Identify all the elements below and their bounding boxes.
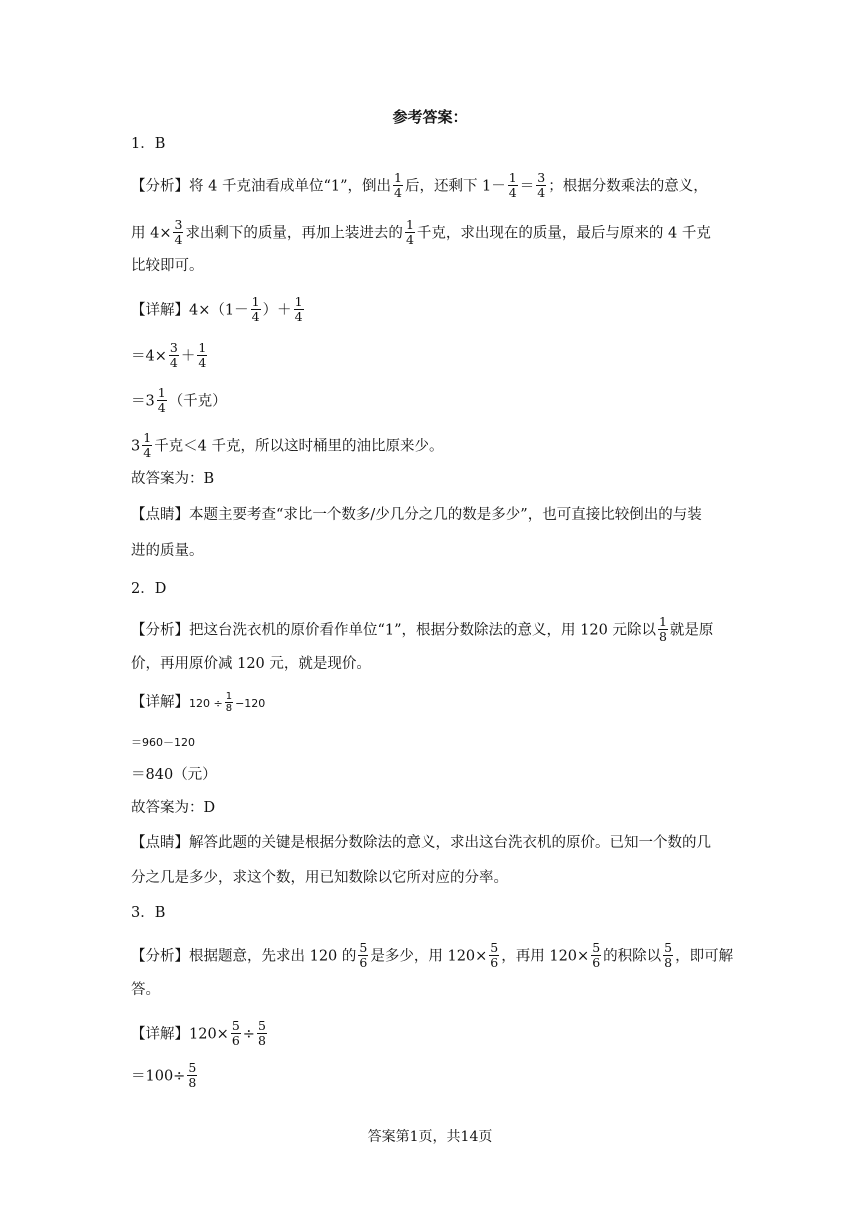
q1-analysis-line-3: 比较即可。	[131, 258, 204, 274]
fraction: $\frac{3}{4}$	[169, 340, 178, 370]
fraction: $\frac{1}{4}$	[294, 294, 303, 324]
q3-number: 3．B	[131, 905, 166, 921]
q3-detail-line-1: 【详解】120× $\frac{5}{6}$ ÷ $\frac{5}{8}$	[131, 1018, 266, 1048]
fraction: $\frac{1}{4}$	[405, 217, 414, 247]
comment-label: 【点睛】	[131, 507, 189, 523]
comment-label: 【点睛】	[131, 835, 189, 851]
analysis-label: 【分析】	[131, 178, 189, 195]
q1-number: 1．B	[131, 136, 166, 152]
fraction: $\frac{1}{8}$	[658, 614, 667, 644]
fraction: $\frac{3}{4}$	[537, 170, 546, 200]
fraction: $\frac{5}{8}$	[188, 1060, 197, 1090]
fraction: $\frac{1}{8}$	[225, 691, 233, 714]
fraction: $\frac{5}{6}$	[359, 940, 368, 970]
q2-answer: 故答案为：D	[131, 800, 216, 816]
q2-analysis-line-2: 价，再用原价减 120 元，就是现价。	[131, 656, 371, 672]
q1-analysis-line-1: 【分析】将 4 千克油看成单位“1”，倒出 $\frac{1}{4}$ 后，还剩下 1－ $\frac{1}{4}$ ＝ $\frac{3}{4}$ ；根据分数乘法的意义，	[131, 170, 708, 200]
fraction: $\frac{1}{4}$	[157, 385, 166, 415]
detail-label: 【详解】	[131, 302, 189, 319]
fraction: $\frac{5}{6}$	[490, 940, 499, 970]
q1-analysis-line-2: 用 4× $\frac{3}{4}$ 求出剩下的质量，再加上装进去的 $\frac{1}{4}$ 千克，求出现在的质量，最后与原来的 4 千克	[131, 217, 711, 247]
q2-detail-line-1: 【详解】120 ÷ $\frac{1}{8}$ −120	[131, 691, 266, 714]
q2-analysis-line-1: 【分析】把这台洗衣机的原价看作单位“1”，根据分数除法的意义，用 120 元除以 $\frac{1}{8}$ 就是原	[131, 614, 714, 644]
q1-detail-line-3: ＝3 $\frac{1}{4}$ （千克）	[131, 385, 227, 415]
fraction: $\frac{1}{4}$	[143, 430, 152, 460]
page-footer: 答案第1页，共14页	[367, 1129, 493, 1145]
fraction: $\frac{1}{4}$	[251, 294, 260, 324]
q1-comment-line-2: 进的质量。	[131, 543, 204, 559]
q3-detail-line-2: ＝100÷ $\frac{5}{8}$	[131, 1060, 197, 1090]
fraction: $\frac{1}{4}$	[198, 340, 207, 370]
q2-comment-line-2: 分之几是多少，求这个数，用已知数除以它所对应的分率。	[131, 870, 508, 886]
fraction: $\frac{3}{4}$	[174, 217, 183, 247]
q2-detail-line-2: ＝960－120	[131, 736, 195, 749]
q1-detail-line-4: 3 $\frac{1}{4}$ 千克＜4 千克，所以这时桶里的油比原来少。	[131, 430, 444, 460]
page-title: 参考答案：	[392, 108, 468, 126]
fraction: $\frac{5}{8}$	[257, 1018, 266, 1048]
q1-detail-line-1: 【详解】4×（1－ $\frac{1}{4}$ ）＋ $\frac{1}{4}$	[131, 294, 303, 324]
q3-analysis-line-1: 【分析】根据题意，先求出 120 的 $\frac{5}{6}$ 是多少，用 120× $\frac{5}{6}$ ，再用 120× $\frac{5}{6}$ 的积除以 $\frac{5}{8}$ ，即可解	[131, 940, 734, 970]
q3-analysis-line-2: 答。	[131, 982, 160, 998]
analysis-label: 【分析】	[131, 622, 189, 639]
fraction: $\frac{1}{4}$	[508, 170, 517, 200]
analysis-label: 【分析】	[131, 948, 189, 965]
fraction: $\frac{5}{6}$	[592, 940, 601, 970]
q2-detail-line-3: ＝840（元）	[131, 767, 217, 783]
q1-comment-line-1: 【点睛】本题主要考查“求比一个数多/少几分之几的数是多少”，也可直接比较倒出的与装	[131, 507, 702, 523]
fraction: $\frac{1}{4}$	[394, 170, 402, 200]
q2-number: 2．D	[131, 581, 167, 597]
q1-detail-line-2: ＝4× $\frac{3}{4}$ ＋ $\frac{1}{4}$	[131, 340, 207, 370]
q1-answer: 故答案为：B	[131, 471, 215, 487]
q2-comment-line-1: 【点睛】解答此题的关键是根据分数除法的意义，求出这台洗衣机的原价。已知一个数的几	[131, 835, 711, 851]
detail-label: 【详解】	[131, 1026, 189, 1043]
fraction: $\frac{5}{8}$	[664, 940, 673, 970]
fraction: $\frac{5}{6}$	[231, 1018, 240, 1048]
detail-label: 【详解】	[131, 694, 189, 711]
